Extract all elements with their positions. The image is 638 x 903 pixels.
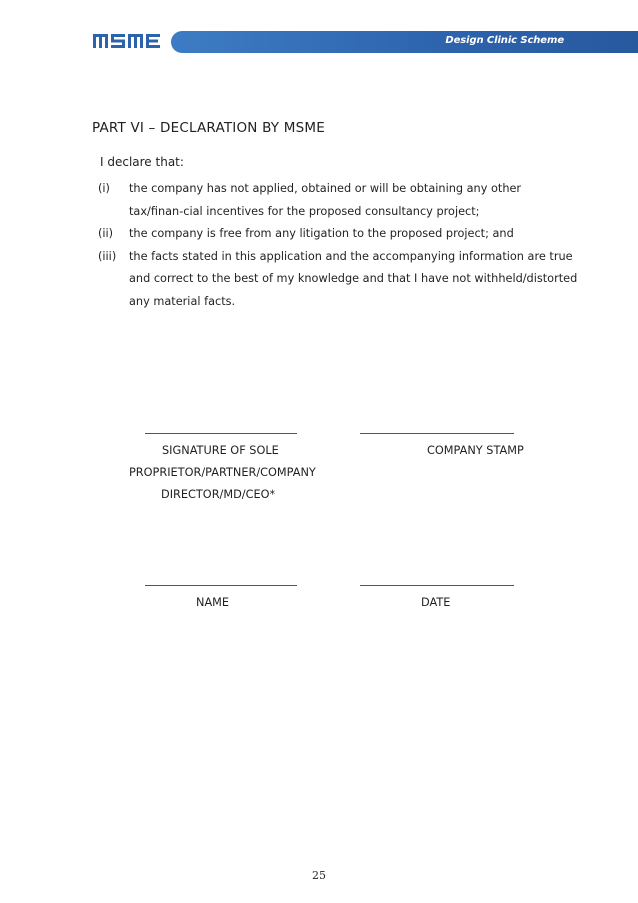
msme-logo <box>93 33 161 49</box>
date-label: DATE <box>421 596 451 609</box>
stamp-label: COMPANY STAMP <box>427 444 524 457</box>
declaration-list <box>98 178 578 313</box>
item-text: the company has not applied, obtained or will be obtaining any other tax/finan-cial incentives for the proposed consultancy project; <box>129 182 522 218</box>
signature-label-1: SIGNATURE OF SOLE <box>162 444 279 457</box>
item-number: (i) <box>98 182 110 195</box>
header-banner <box>171 31 638 53</box>
stamp-line <box>360 433 514 434</box>
signature-line <box>145 433 297 434</box>
item-number: (iii) <box>98 249 117 263</box>
date-line <box>360 585 514 586</box>
item-text: the company is free from any litigation to the proposed project; and <box>129 227 514 240</box>
declaration-item <box>98 223 578 246</box>
signature-label-2: PROPRIETOR/PARTNER/COMPANY <box>129 466 316 479</box>
item-number: (ii) <box>98 227 114 240</box>
name-label: NAME <box>196 596 230 609</box>
signature-label-3: DIRECTOR/MD/CEO* <box>161 488 276 501</box>
section-title: PART VI – DECLARATION BY MSME <box>92 120 325 136</box>
declaration-intro: I declare that: <box>100 155 184 169</box>
item-text: the facts stated in this application and the accompanying information are true and correct to the best of my knowledge and that I have not withheld/distorted any material facts. <box>129 249 578 308</box>
declaration-item <box>98 246 578 314</box>
name-line <box>145 585 297 586</box>
declaration-item <box>98 178 578 223</box>
banner-title: Design Clinic Scheme <box>445 35 564 46</box>
page-number: 25 <box>312 869 326 882</box>
